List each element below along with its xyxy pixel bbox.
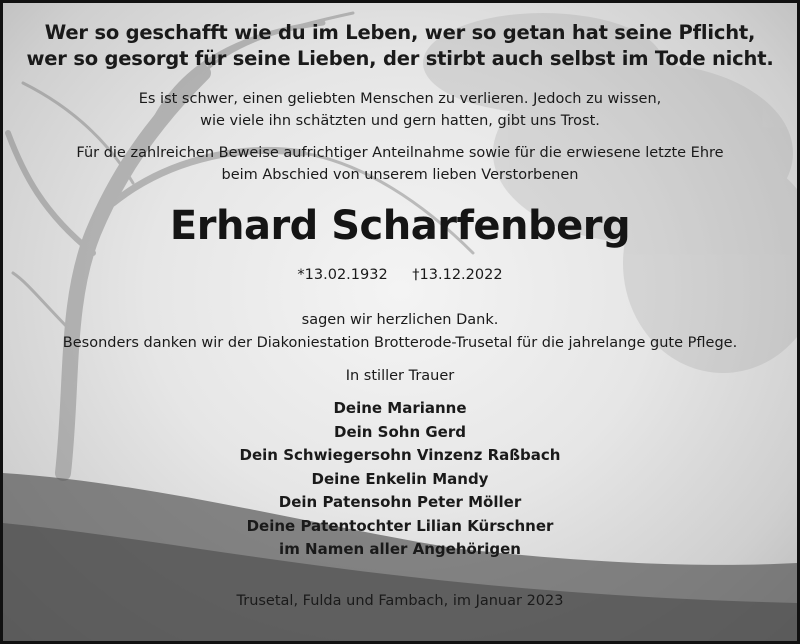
gratitude-line: Für die zahlreichen Beweise aufrichtiger Anteilnahme sowie für die erwiesene letzte Ehre bbox=[76, 145, 724, 161]
intro-line: Es ist schwer, einen geliebten Menschen zu verlieren. Jedoch zu wissen, bbox=[138, 91, 662, 107]
life-dates bbox=[3, 265, 797, 285]
thanks-paragraph bbox=[3, 309, 797, 355]
family-member: Deine Marianne bbox=[333, 399, 467, 417]
motto-verse bbox=[3, 3, 797, 72]
intro-paragraph bbox=[3, 88, 797, 132]
family-member: im Namen aller Angehörigen bbox=[279, 540, 521, 558]
family-member: Deine Patentochter Lilian Kürschner bbox=[246, 516, 554, 535]
death-date: †13.12.2022 bbox=[412, 267, 503, 283]
gratitude-line: beim Abschied von unserem lieben Verstorbenen bbox=[221, 167, 579, 183]
intro-line: wie viele ihn schätzten und gern hatten, gibt uns Trost. bbox=[200, 113, 600, 129]
mourning-label: In stiller Trauer bbox=[345, 368, 455, 384]
thanks-line: sagen wir herzlichen Dank. bbox=[301, 312, 499, 328]
family-member: Dein Sohn Gerd bbox=[334, 422, 466, 441]
family-member: Dein Patensohn Peter Möller bbox=[278, 493, 522, 511]
family-list bbox=[3, 397, 797, 562]
notice-content bbox=[3, 3, 797, 612]
motto-line: wer so gesorgt für seine Lieben, der stirbt auch selbst im Tode nicht. bbox=[26, 47, 774, 70]
deceased-name: Erhard Scharfenberg bbox=[169, 203, 631, 249]
place-date: Trusetal, Fulda und Fambach, im Januar 2023 bbox=[236, 592, 564, 609]
family-member: Deine Enkelin Mandy bbox=[311, 469, 489, 488]
family-member: Dein Schwiegersohn Vinzenz Raßbach bbox=[239, 446, 561, 464]
gratitude-paragraph bbox=[3, 142, 797, 186]
birth-date: *13.02.1932 bbox=[297, 267, 388, 283]
motto-line: Wer so geschafft wie du im Leben, wer so getan hat seine Pflicht, bbox=[44, 21, 756, 44]
thanks-line: Besonders danken wir der Diakoniestation Brotterode-Trusetal für die jahrelange gute Pflege. bbox=[62, 335, 738, 351]
